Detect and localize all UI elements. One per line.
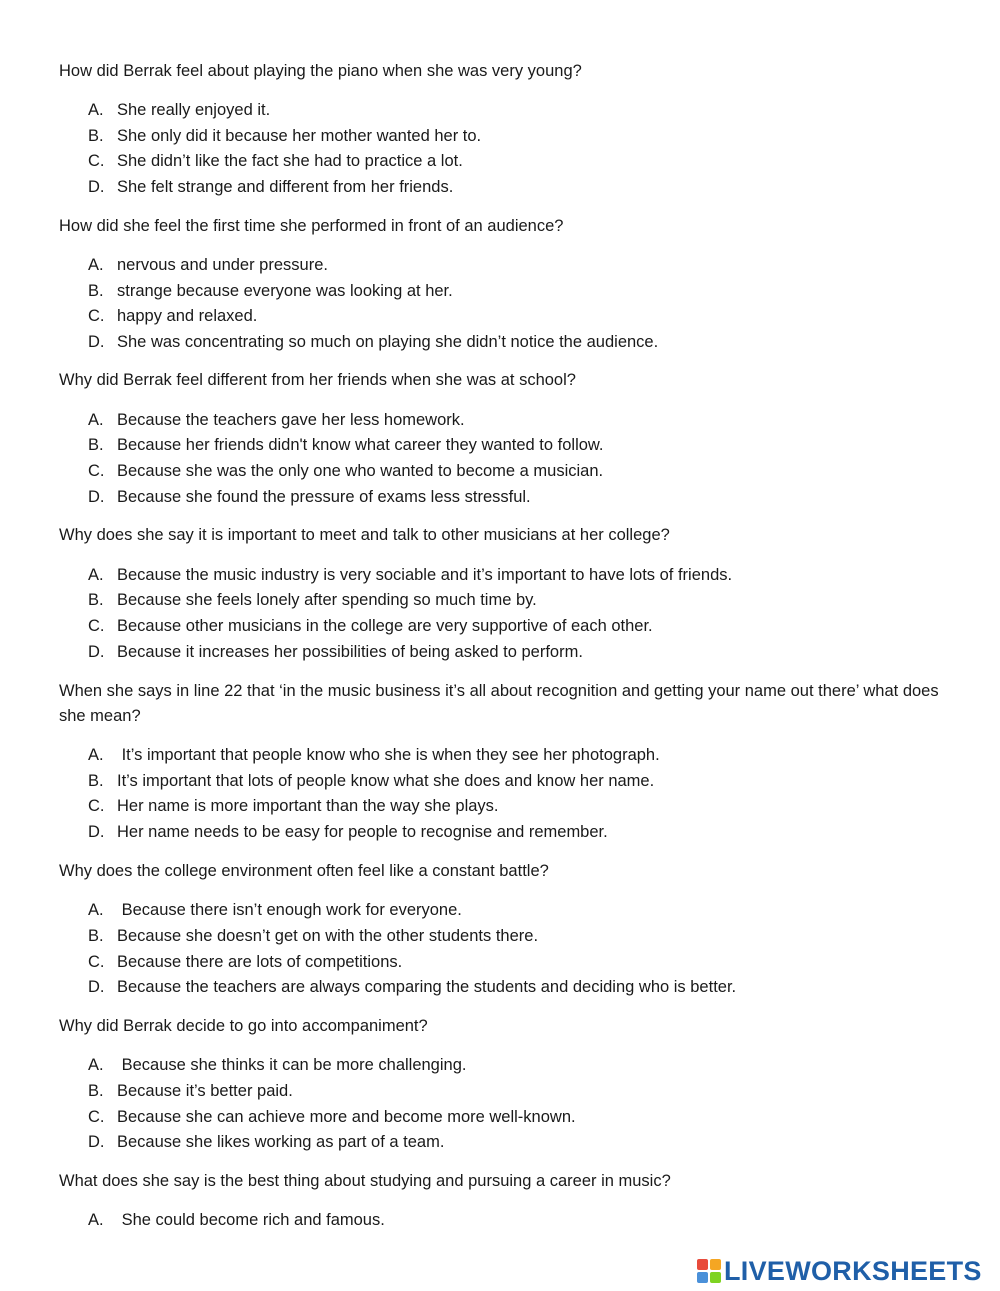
option-text: Her name is more important than the way she plays. (117, 797, 499, 815)
option-text: Because other musicians in the college are very supportive of each other. (117, 617, 653, 635)
option-letter: A. (88, 101, 104, 119)
option-text: It’s important that people know who she is when they see her photograph. (117, 746, 660, 764)
option-text: Because she feels lonely after spending so much time by. (117, 591, 537, 609)
option-text: Because she was the only one who wanted to become a musician. (117, 462, 604, 480)
option-text: Because there are lots of competitions. (117, 953, 403, 971)
answer-option[interactable] (88, 949, 968, 975)
option-letter: B. (88, 591, 104, 609)
question-text: Why did Berrak decide to go into accompaniment? (59, 1017, 428, 1035)
option-letter: C. (88, 307, 105, 325)
option-text: It’s important that lots of people know what she does and know her name. (117, 772, 655, 790)
option-letter: D. (88, 333, 105, 351)
option-text: Because she doesn’t get on with the other students there. (117, 927, 539, 945)
option-letter: D. (88, 488, 105, 506)
answer-option[interactable] (88, 1078, 968, 1104)
answer-option[interactable] (88, 278, 968, 304)
option-text: Because the teachers are always comparing the students and deciding who is better. (117, 978, 737, 996)
option-letter: D. (88, 823, 105, 841)
answer-option[interactable] (88, 639, 968, 665)
question-text: Why did Berrak feel different from her friends when she was at school? (59, 371, 576, 389)
brand-name: LIVEWORKSHEETS (724, 1255, 982, 1286)
option-text: She only did it because her mother wanted her to. (117, 127, 482, 145)
option-text: strange because everyone was looking at her. (117, 282, 453, 300)
answer-option[interactable] (88, 174, 968, 200)
answer-option[interactable] (88, 252, 968, 278)
answer-option[interactable] (88, 329, 968, 355)
option-text: Because it increases her possibilities of being asked to perform. (117, 643, 583, 661)
answer-option[interactable] (88, 1104, 968, 1130)
answer-option[interactable] (88, 432, 968, 458)
option-letter: D. (88, 978, 105, 996)
answer-option[interactable] (88, 923, 968, 949)
question-text: How did Berrak feel about playing the piano when she was very young? (59, 62, 582, 80)
option-letter: B. (88, 772, 104, 790)
answer-option[interactable] (88, 123, 968, 149)
option-text: Because she found the pressure of exams less stressful. (117, 488, 531, 506)
option-letter: B. (88, 927, 104, 945)
option-letter: C. (88, 462, 105, 480)
option-letter: B. (88, 436, 104, 454)
option-letter: B. (88, 282, 104, 300)
answer-option[interactable] (88, 768, 968, 794)
answer-option[interactable] (88, 1207, 968, 1233)
option-letter: A. (88, 256, 104, 274)
question-text: What does she say is the best thing about studying and pursuing a career in music? (59, 1172, 671, 1190)
option-text: Because the music industry is very sociable and it’s important to have lots of friends. (117, 566, 733, 584)
option-text: Because there isn’t enough work for everyone. (117, 901, 462, 919)
option-letter: C. (88, 1108, 105, 1126)
option-letter: B. (88, 127, 104, 145)
option-letter: A. (88, 1211, 104, 1229)
answer-option[interactable] (88, 1129, 968, 1155)
option-text: She could become rich and famous. (117, 1211, 385, 1229)
option-text: nervous and under pressure. (117, 256, 328, 274)
answer-option[interactable] (88, 303, 968, 329)
option-text: Because she likes working as part of a team. (117, 1133, 445, 1151)
option-text: happy and relaxed. (117, 307, 258, 325)
answer-option[interactable] (88, 1052, 968, 1078)
option-letter: C. (88, 617, 105, 635)
question-text: How did she feel the first time she performed in front of an audience? (59, 217, 564, 235)
option-text: She really enjoyed it. (117, 101, 271, 119)
question-text: When she says in line 22 that ‘in the music business it’s all about recognition and getting your name out there’ what does she mean? (59, 682, 939, 725)
option-letter: B. (88, 1082, 104, 1100)
option-text: She didn’t like the fact she had to practice a lot. (117, 152, 463, 170)
answer-option[interactable] (88, 562, 968, 588)
option-letter: C. (88, 152, 105, 170)
option-letter: D. (88, 1133, 105, 1151)
option-text: Because it’s better paid. (117, 1082, 293, 1100)
liveworksheets-logo[interactable] (697, 1255, 982, 1287)
option-text: Her name needs to be easy for people to recognise and remember. (117, 823, 608, 841)
answer-option[interactable] (88, 148, 968, 174)
logo-blocks-icon (697, 1259, 721, 1283)
option-text: Because she can achieve more and become more well-known. (117, 1108, 576, 1126)
question-text: Why does the college environment often feel like a constant battle? (59, 862, 549, 880)
option-letter: A. (88, 411, 104, 429)
option-text: She was concentrating so much on playing she didn’t notice the audience. (117, 333, 659, 351)
option-letter: C. (88, 953, 105, 971)
answer-option[interactable] (88, 897, 968, 923)
option-letter: A. (88, 1056, 104, 1074)
answer-option[interactable] (88, 587, 968, 613)
answer-option[interactable] (88, 819, 968, 845)
option-letter: A. (88, 566, 104, 584)
answer-option[interactable] (88, 613, 968, 639)
option-text: Because her friends didn't know what career they wanted to follow. (117, 436, 604, 454)
option-text: Because the teachers gave her less homework. (117, 411, 465, 429)
question-text: Why does she say it is important to meet and talk to other musicians at her college? (59, 526, 670, 544)
answer-option[interactable] (88, 458, 968, 484)
answer-option[interactable] (88, 484, 968, 510)
answer-option[interactable] (88, 407, 968, 433)
answer-option[interactable] (88, 97, 968, 123)
answer-option[interactable] (88, 974, 968, 1000)
option-text: She felt strange and different from her friends. (117, 178, 454, 196)
option-letter: D. (88, 643, 105, 661)
answer-option[interactable] (88, 742, 968, 768)
option-text: Because she thinks it can be more challenging. (117, 1056, 467, 1074)
option-letter: C. (88, 797, 105, 815)
option-letter: A. (88, 746, 104, 764)
answer-option[interactable] (88, 793, 968, 819)
option-letter: A. (88, 901, 104, 919)
option-letter: D. (88, 178, 105, 196)
